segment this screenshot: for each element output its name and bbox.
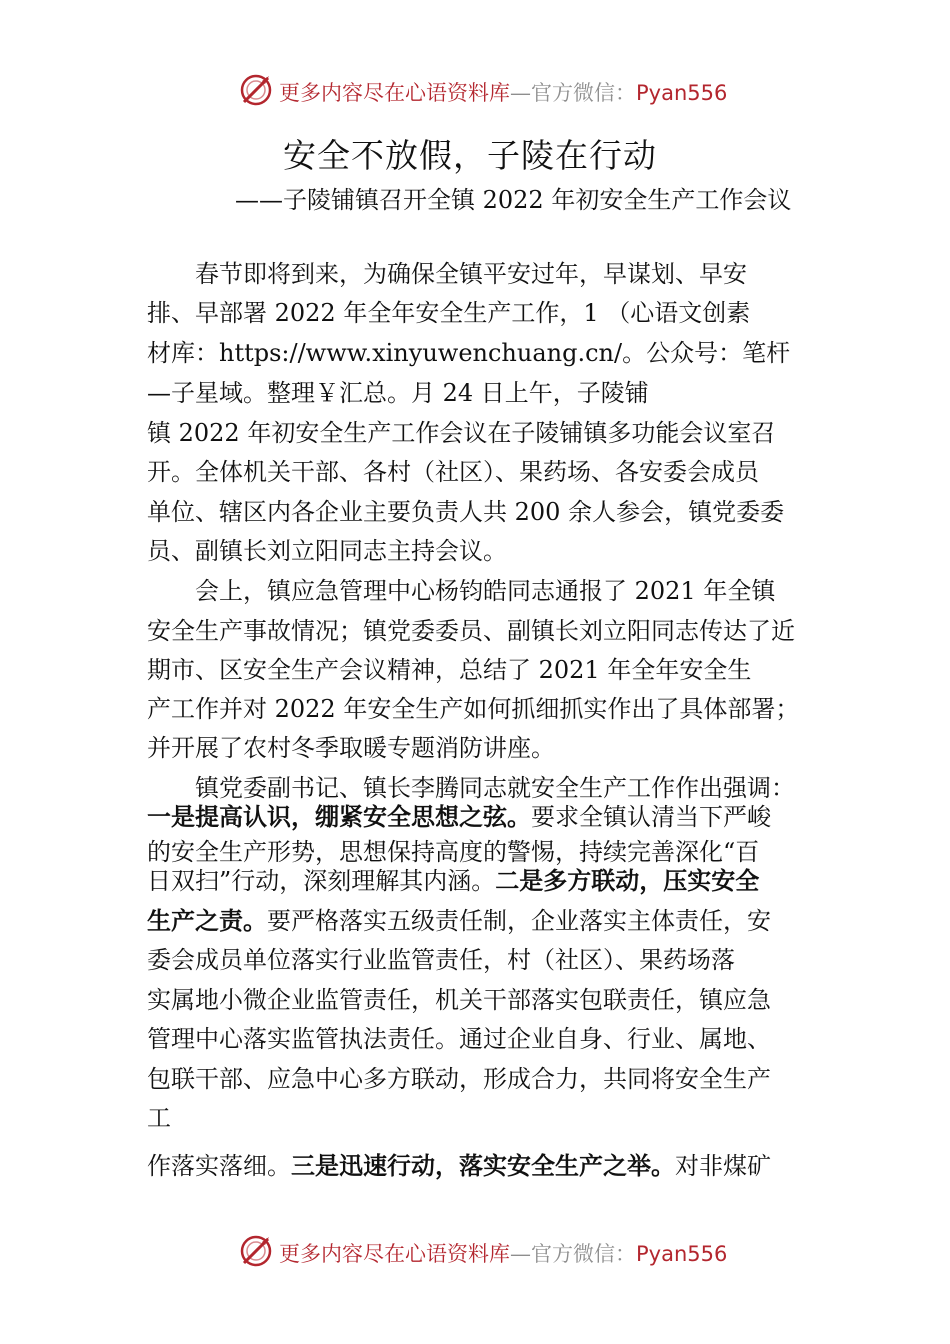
point-two-heading-cont: 生产之责。 (147, 907, 267, 935)
watermark-separator: —官方微信： (510, 81, 636, 105)
body-line: 作落实落细。三是迅速行动，落实安全生产之举。对非煤矿 (147, 1152, 771, 1180)
watermark-wechat-id: Pyan556 (636, 1242, 728, 1266)
point-three-heading: 三是迅速行动，落实安全生产之举。 (291, 1152, 675, 1180)
body-line: 生产之责。要严格落实五级责任制，企业落实主体责任，安 (147, 907, 771, 935)
watermark-wechat-id: Pyan556 (636, 81, 728, 105)
body-line: 包联干部、应急中心多方联动，形成合力，共同将安全生产 (147, 1065, 771, 1093)
body-line: 材库：https://www.xinyuwenchuang.cn/。公众号：笔杆 (147, 339, 791, 367)
watermark-footer (0, 1233, 950, 1273)
body-line: 工 (147, 1104, 171, 1132)
point-two-heading: 二是多方联动，压实安全 (495, 867, 760, 895)
body-line: 期市、区安全生产会议精神，总结了 2021 年全年安全生 (147, 656, 752, 684)
seal-logo-icon (238, 1233, 274, 1269)
watermark-prefix: 更多内容尽在心语资料库 (279, 1242, 510, 1266)
body-line: 并开展了农村冬季取暖专题消防讲座。 (147, 734, 555, 762)
body-line: 单位、辖区内各企业主要负责人共 200 余人参会，镇党委委 (147, 498, 785, 526)
body-line: 开。全体机关干部、各村（社区）、果药场、各安委会成员 (147, 458, 759, 486)
body-line: —子星域。整理￥汇总。月 24 日上午，子陵铺 (147, 379, 649, 407)
body-line: 产工作并对 2022 年安全生产如何抓细抓实作出了具体部署； (147, 695, 800, 723)
article-title: 安全不放假，子陵在行动 (283, 136, 657, 175)
body-line: 的安全生产形势，思想保持高度的警惕，持续完善深化“百 (147, 838, 760, 866)
body-line: 镇党委副书记、镇长李腾同志就安全生产工作作出强调： (195, 774, 795, 802)
body-line: 实属地小微企业监管责任，机关干部落实包联责任，镇应急 (147, 986, 771, 1014)
body-line: 安全生产事故情况；镇党委委员、副镇长刘立阳同志传达了近 (147, 617, 795, 645)
body-line: 一是提高认识，绷紧安全思想之弦。要求全镇认清当下严峻 (147, 803, 771, 831)
watermark-separator: —官方微信： (510, 1242, 636, 1266)
article-subtitle: ——子陵铺镇召开全镇 2022 年初安全生产工作会议 (235, 186, 792, 214)
watermark-prefix: 更多内容尽在心语资料库 (279, 81, 510, 105)
seal-logo-icon (238, 72, 274, 108)
body-line: 员、副镇长刘立阳同志主持会议。 (147, 537, 507, 565)
body-line: 管理中心落实监管执法责任。通过企业自身、行业、属地、 (147, 1025, 771, 1053)
body-line: 委会成员单位落实行业监管责任，村（社区）、果药场落 (147, 946, 735, 974)
point-one-heading: 一是提高认识，绷紧安全思想之弦。 (147, 803, 531, 831)
body-line: 排、早部署 2022 年全年安全生产工作，1 （心语文创素 (147, 299, 751, 327)
body-line: 日双扫”行动，深刻理解其内涵。二是多方联动，压实安全 (147, 867, 760, 895)
body-line: 会上，镇应急管理中心杨钧皓同志通报了 2021 年全镇 (195, 577, 776, 605)
body-line: 镇 2022 年初安全生产工作会议在子陵铺镇多功能会议室召 (147, 419, 776, 447)
body-line: 春节即将到来，为确保全镇平安过年，早谋划、早安 (195, 260, 747, 288)
watermark-header (0, 72, 950, 112)
